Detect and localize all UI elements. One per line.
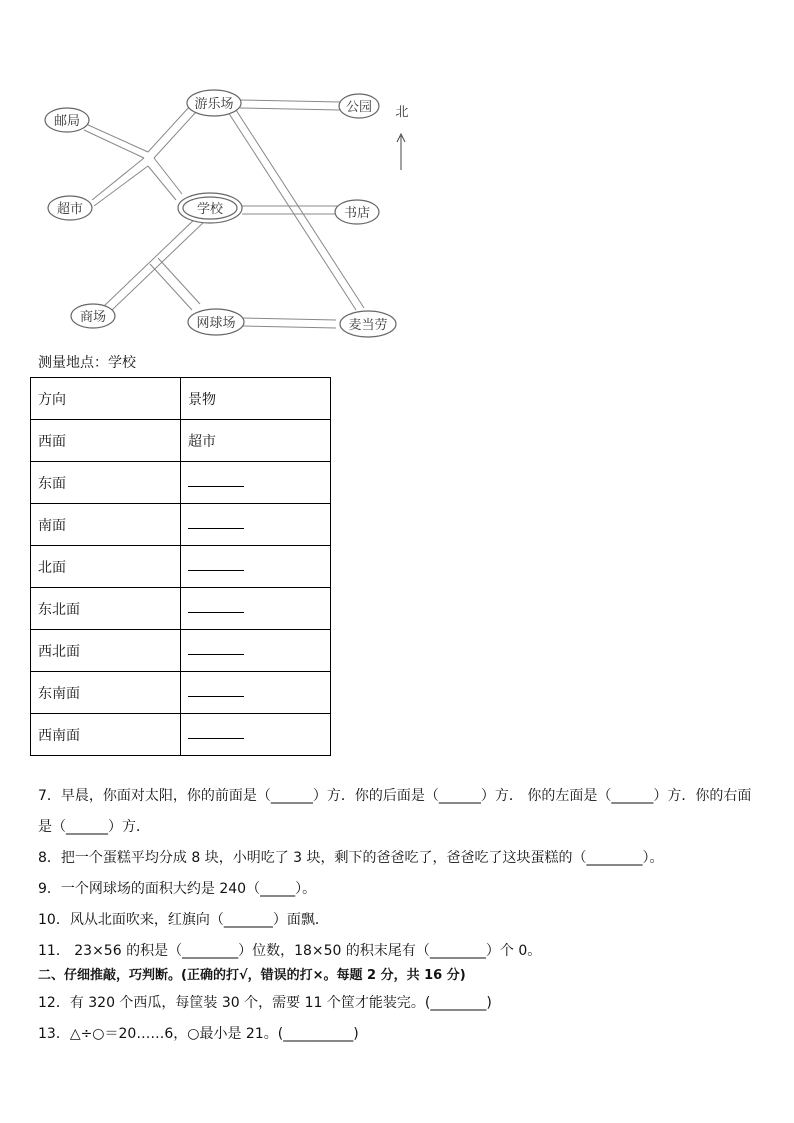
school-label: 学校 <box>196 202 224 217</box>
header-direction: 方向 <box>31 378 181 420</box>
road-line <box>240 108 340 110</box>
scenery-blank-cell[interactable] <box>181 588 331 630</box>
scenery-blank-cell[interactable] <box>181 504 331 546</box>
table-row <box>31 630 331 672</box>
park-label: 公园 <box>345 100 373 115</box>
answer-blank[interactable] <box>188 684 244 697</box>
road-line <box>148 166 176 200</box>
question-10: 10．风从北面吹来，红旗向（_______）面飘． <box>38 912 329 928</box>
scenery-blank-cell[interactable] <box>181 546 331 588</box>
scenery-blank-cell[interactable] <box>181 714 331 756</box>
road-line <box>150 264 192 310</box>
section-2-heading: 二、仔细推敲，巧判断。(正确的打√，错误的打×。每题 2 分，共 16 分) <box>38 968 466 983</box>
direction-cell: 北面 <box>31 546 181 588</box>
road-line <box>148 106 190 152</box>
answer-blank[interactable] <box>188 474 244 487</box>
road-line <box>84 130 144 158</box>
header-scenery: 景物 <box>181 378 331 420</box>
question-8: 8．把一个蛋糕平均分成 8 块，小明吃了 3 块，剩下的爸爸吃了，爸爸吃了这块蛋糕的（________）。 <box>38 850 664 866</box>
direction-cell: 西南面 <box>31 714 181 756</box>
amusement-park-label: 游乐场 <box>194 97 234 112</box>
scenery-cell: 超市 <box>181 420 331 462</box>
road-line <box>240 100 340 102</box>
question-13: 13．△÷○＝20……6，○最小是 21。(__________) <box>38 1026 359 1042</box>
road-line <box>112 220 206 310</box>
table-row <box>31 714 331 756</box>
road-line <box>242 318 336 320</box>
answer-blank[interactable] <box>188 642 244 655</box>
road-line <box>92 158 144 200</box>
question-7-line-1: 7．早晨，你面对太阳，你的前面是（______）方．你的后面是（______）方． 你的左面是（______）方．你的右面 <box>38 788 752 804</box>
bookstore-label: 书店 <box>343 206 371 221</box>
road-line <box>154 112 196 158</box>
table-row <box>31 420 331 462</box>
direction-cell: 东北面 <box>31 588 181 630</box>
supermarket-label: 超市 <box>56 202 84 217</box>
question-11: 11． 23×56 的积是（________）位数，18×50 的积末尾有（________）个 0。 <box>38 943 542 959</box>
table-row <box>31 504 331 546</box>
table-row <box>31 462 331 504</box>
table-row <box>31 672 331 714</box>
table-row <box>31 588 331 630</box>
road-line <box>154 158 182 194</box>
map-svg <box>30 78 410 348</box>
mall-label: 商场 <box>79 310 107 325</box>
north-arrow <box>395 105 408 170</box>
scenery-blank-cell[interactable] <box>181 630 331 672</box>
question-7-line-2: 是（______）方． <box>38 819 150 835</box>
direction-table <box>30 377 331 756</box>
table-row <box>31 546 331 588</box>
road-line <box>242 326 336 328</box>
map-figure <box>30 78 410 348</box>
mcdonalds-label: 麦当劳 <box>348 318 388 333</box>
direction-cell: 东南面 <box>31 672 181 714</box>
road-line <box>158 258 200 304</box>
answer-blank[interactable] <box>188 600 244 613</box>
answer-blank[interactable] <box>188 558 244 571</box>
post-office-label: 邮局 <box>53 114 81 129</box>
direction-cell: 南面 <box>31 504 181 546</box>
road-line <box>86 124 148 152</box>
direction-cell: 西北面 <box>31 630 181 672</box>
answer-blank[interactable] <box>188 516 244 529</box>
direction-cell: 东面 <box>31 462 181 504</box>
answer-blank[interactable] <box>188 726 244 739</box>
question-9: 9．一个网球场的面积大约是 240（_____）。 <box>38 881 317 897</box>
road-line <box>104 216 198 306</box>
road-line <box>94 166 148 206</box>
scenery-blank-cell[interactable] <box>181 462 331 504</box>
north-label: 北 <box>395 105 409 120</box>
direction-cell: 西面 <box>31 420 181 462</box>
question-12: 12．有 320 个西瓜，每筐装 30 个，需要 11 个筐才能装完。(________) <box>38 995 492 1011</box>
scenery-blank-cell[interactable] <box>181 672 331 714</box>
measurement-caption: 测量地点：学校 <box>38 355 136 371</box>
table-header-row <box>31 378 331 420</box>
tennis-court-label: 网球场 <box>196 316 236 331</box>
